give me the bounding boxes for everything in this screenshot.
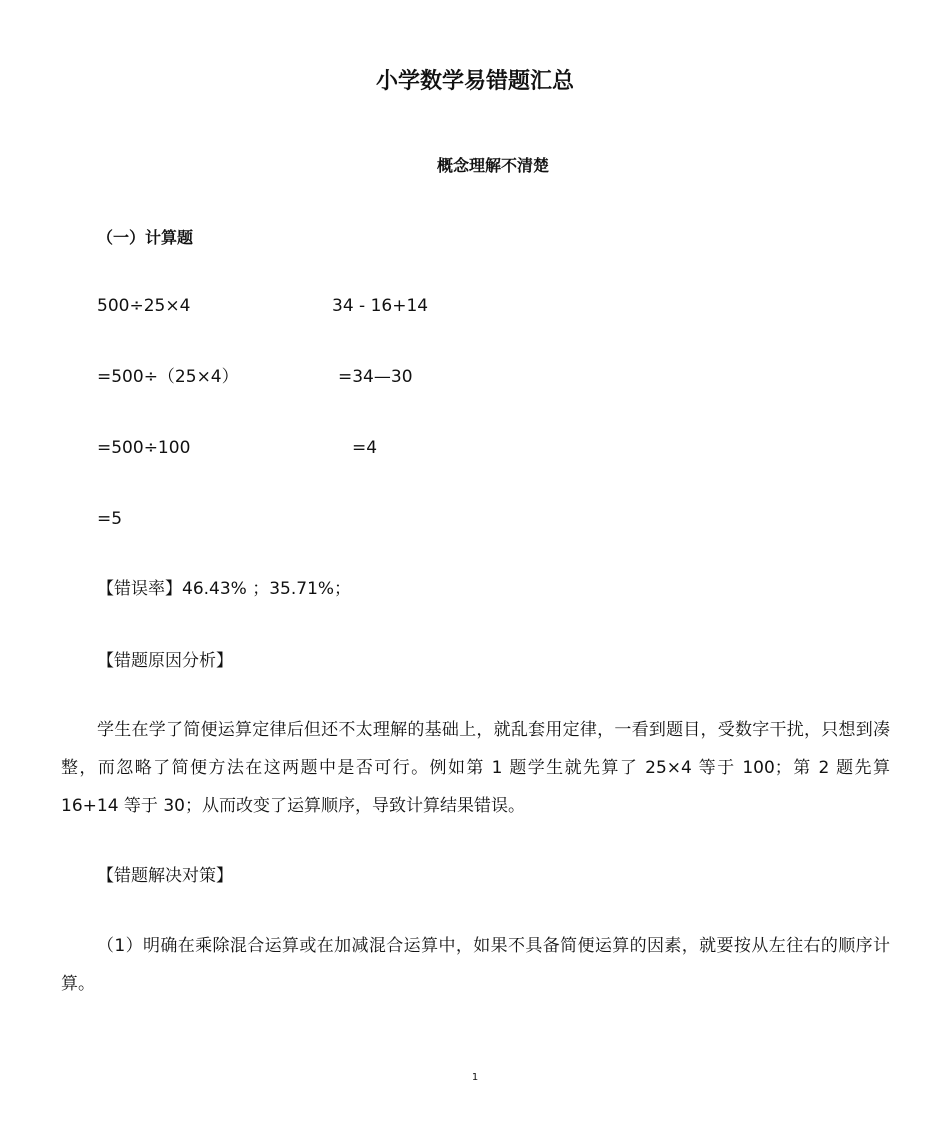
document-subtitle: 概念理解不清楚 <box>436 156 549 175</box>
calc-right-line-2: =34—30 <box>338 367 413 387</box>
calc-left-line-4: =5 <box>97 509 123 529</box>
solution-paragraph: （1）明确在乘除混合运算或在加减混合运算中，如果不具备简便运算的因素，就要按从左往右的顺序计算。 <box>61 936 890 994</box>
section-heading: （一）计算题 <box>97 228 194 247</box>
document-title: 小学数学易错题汇总 <box>375 69 574 94</box>
calc-left-line-3: =500÷100 <box>97 438 191 458</box>
analysis-paragraph: 学生在学了简便运算定律后但还不太理解的基础上，就乱套用定律，一看到题目，受数字干扰，只想到凑整，而忽略了简便方法在这两题中是否可行。例如第 1 题学生就先算了 25×4 等于 100；第 2 题先算 16+14 等于 30；从而改变了运算顺序，导致计算结果错误。 <box>61 720 890 816</box>
page-number: 1 <box>471 1072 479 1083</box>
error-rate: 【错误率】46.43% ；35.71%； <box>97 579 352 599</box>
calc-right-line-3: =4 <box>352 438 378 458</box>
calc-left-line-1: 500÷25×4 <box>97 296 191 316</box>
analysis-heading: 【错题原因分析】 <box>97 651 233 671</box>
calc-left-line-2: =500÷（25×4） <box>97 367 239 387</box>
calc-right-line-1: 34 - 16+14 <box>332 296 429 316</box>
solution-heading: 【错题解决对策】 <box>97 866 233 886</box>
